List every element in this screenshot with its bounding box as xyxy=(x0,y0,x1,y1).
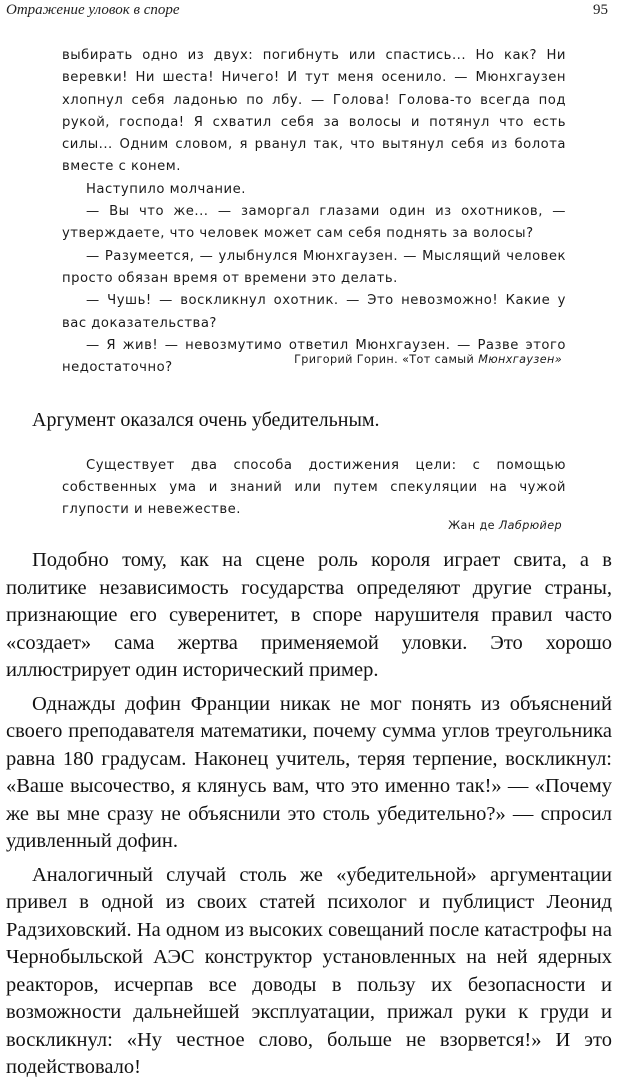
epigraph-quote xyxy=(62,455,566,521)
quote-paragraph: — Чушь! — воскликнул охотник. — Это невозможно! Какие у вас доказательства? xyxy=(62,293,566,331)
body-paragraph: Аналогичный случай столь же «убедительной» аргументации привел в одной из своих статей психолог и публицист Леонид Радзиховский. На одном из высоких совещаний после катастрофы на Чернобыльской АЭС конструктор установленных на ней ядерных реакторов, исчерпав все доводы в пользу их безопасности и возможности дальнейшей эксплуатации, прижал руки к груди и воскликнул: «Ну честное слово, больше не взорвется!» И это подействовало! xyxy=(6,863,612,1078)
quote-attribution xyxy=(294,353,562,366)
quote-paragraph: — Вы что же... — заморгал глазами один из охотников, — утверждаете, что человек может сам себя поднять за волосы? xyxy=(62,204,566,242)
body-paragraph: Однажды дофин Франции никак не мог понять из объяснений своего преподавателя математики, почему сумма углов треугольника равна 180 градусам. Наконец учитель, теряя терпение, воскликнул: «Ваше высочество, я клянусь вам, что это именно так!» — «Почему же вы мне сразу не объяснили это столь убедительно?» — спросил удивленный дофин. xyxy=(6,692,612,852)
quote-paragraph: выбирать одно из двух: погибнуть или спастись... Но как? Ни веревки! Ни шеста! Ничего! И тут меня осенило. — Мюнхгаузен хлопнул себя ладонью по лбу. — Голова! Голова-то всегда под рукой, господа! Я схватил себя за волосы и потянул что есть силы... Одним словом, я рванул так, что вытянул себя из болота вместе с конем. xyxy=(62,48,566,175)
epigraph-text: Существует два способа достижения цели: с помощью собственных ума и знаний или путем спекуляции на чужой глупости и невежестве. xyxy=(62,458,566,517)
quote-paragraph: — Разумеется, — улыбнулся Мюнхгаузен. — Мыслящий человек просто обязан время от времени это делать. xyxy=(62,248,566,286)
attribution-work-italic: Мюнхгаузен» xyxy=(478,353,562,366)
quote-paragraph: — Я жив! — невозмутимо ответил Мюнхгаузен. — Разве этого недостаточно? xyxy=(62,337,566,376)
epigraph-author-first: Жан де xyxy=(448,519,495,532)
page-number: 95 xyxy=(593,2,608,18)
attribution-work: «Тот самый xyxy=(402,353,475,366)
epigraph-author-italic: Лабрюйер xyxy=(498,519,562,532)
quote-paragraph: Наступило молчание. xyxy=(86,181,246,197)
munchausen-quote xyxy=(62,45,566,379)
body-paragraph: Подобно тому, как на сцене роль короля играет свита, а в политике независимость государства определяют другие страны, признающие его суверенитет, в споре нарушителя правил часто «создает» сама жертва применяемой уловки. Это хорошо иллюстрирует один исторический пример. xyxy=(6,549,612,681)
attribution-author: Григорий Горин. xyxy=(294,353,399,366)
running-head: Отражение уловок в споре xyxy=(6,2,180,18)
main-text xyxy=(6,547,612,1088)
lead-sentence: Аргумент оказался очень убедительным. xyxy=(32,409,380,431)
epigraph-attribution xyxy=(448,519,562,532)
